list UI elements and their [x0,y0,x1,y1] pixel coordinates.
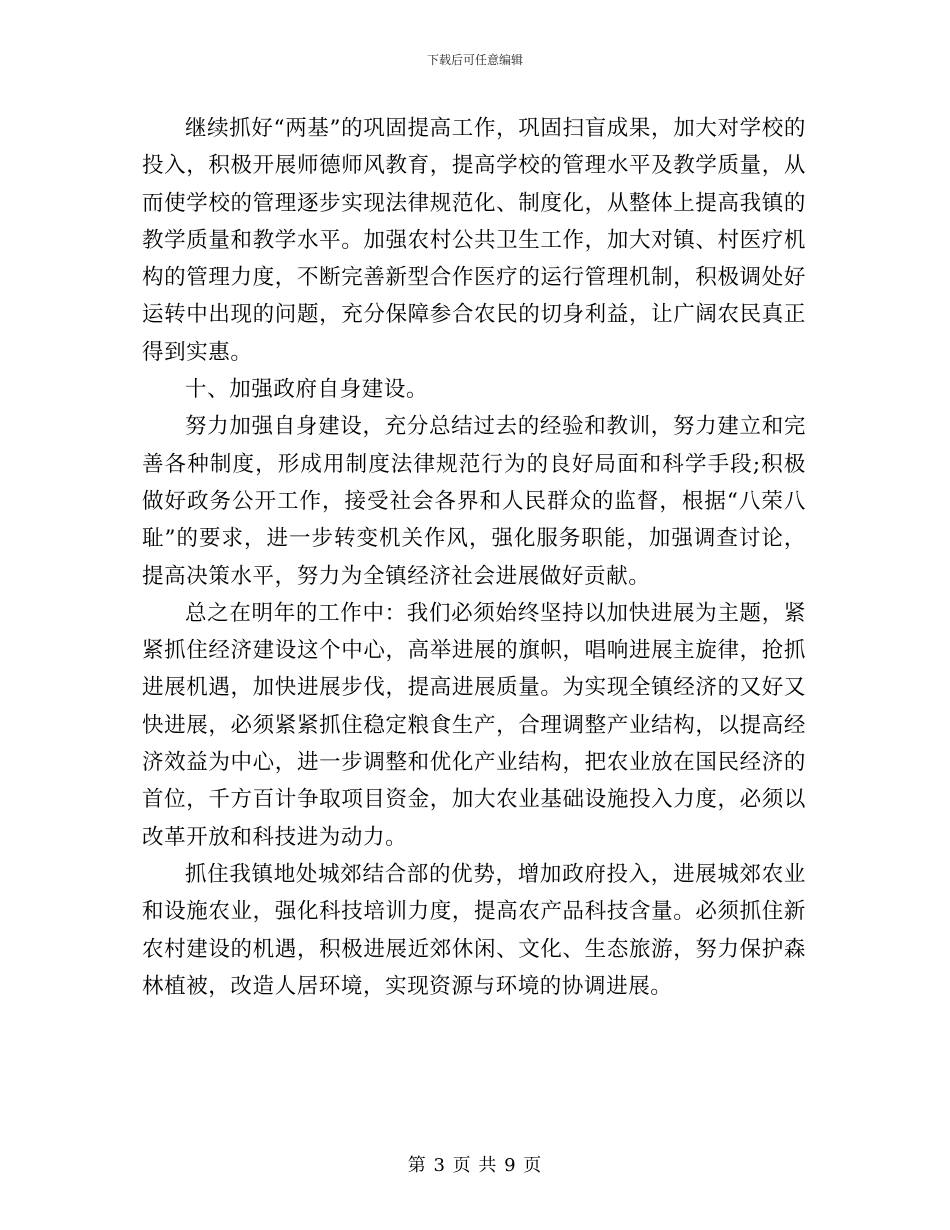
page-number: 第 3 页 共 9 页 [407,1155,543,1176]
paragraph-suburban-agriculture: 抓住我镇地处城郊结合部的优势，增加政府投入，进展城郊农业和设施农业，强化科技培训力度，提高农产品科技含量。必须抓住新农村建设的机遇，积极进展近郊休闲、文化、生态旅游，努力保护森林植被，改造人居环境，实现资源与环境的协调进展。 [142,861,806,999]
paragraph-education-health: 继续抓好“两基”的巩固提高工作，巩固扫盲成果，加大对学校的投入，积极开展师德师风教育，提高学校的管理水平及教学质量，从而使学校的管理逐步实现法律规范化、制度化，从整体上提高我镇的教学质量和教学水平。加强农村公共卫生工作，加大对镇、村医疗机构的管理力度，不断完善新型合作医疗的运行管理机制，积极调处好运转中出现的问题，充分保障参合农民的切身利益，让广阔农民真正得到实惠。 [142,116,806,365]
paragraph-summary: 总之在明年的工作中：我们必须始终坚持以加快进展为主题，紧紧抓住经济建设这个中心，高举进展的旗帜，唱响进展主旋律，抢抓进展机遇，加快进展步伐，提高进展质量。为实现全镇经济的又好又快进展，必须紧紧抓住稳定粮食生产，合理调整产业结构，以提高经济效益为中心，进一步调整和优化产业结构，把农业放在国民经济的首位，千方百计争取项目资金，加大农业基础设施投入力度，必须以改革开放和科技进为动力。 [142,600,806,850]
document-body [142,110,806,1005]
paragraph-self-construction: 努力加强自身建设，充分总结过去的经验和教训，努力建立和完善各种制度，形成用制度法律规范行为的良好局面和科学手段;积极做好政务公开工作，接受社会各界和人民群众的监督，根据“八荣八耻”的要求，进一步转变机关作风，强化服务职能，加强调查讨论，提高决策水平，努力为全镇经济社会进展做好贡献。 [142,414,806,589]
page-header-note: 下载后可任意编辑 [426,53,523,67]
section-heading-government: 十、加强政府自身建设。 [185,377,429,403]
